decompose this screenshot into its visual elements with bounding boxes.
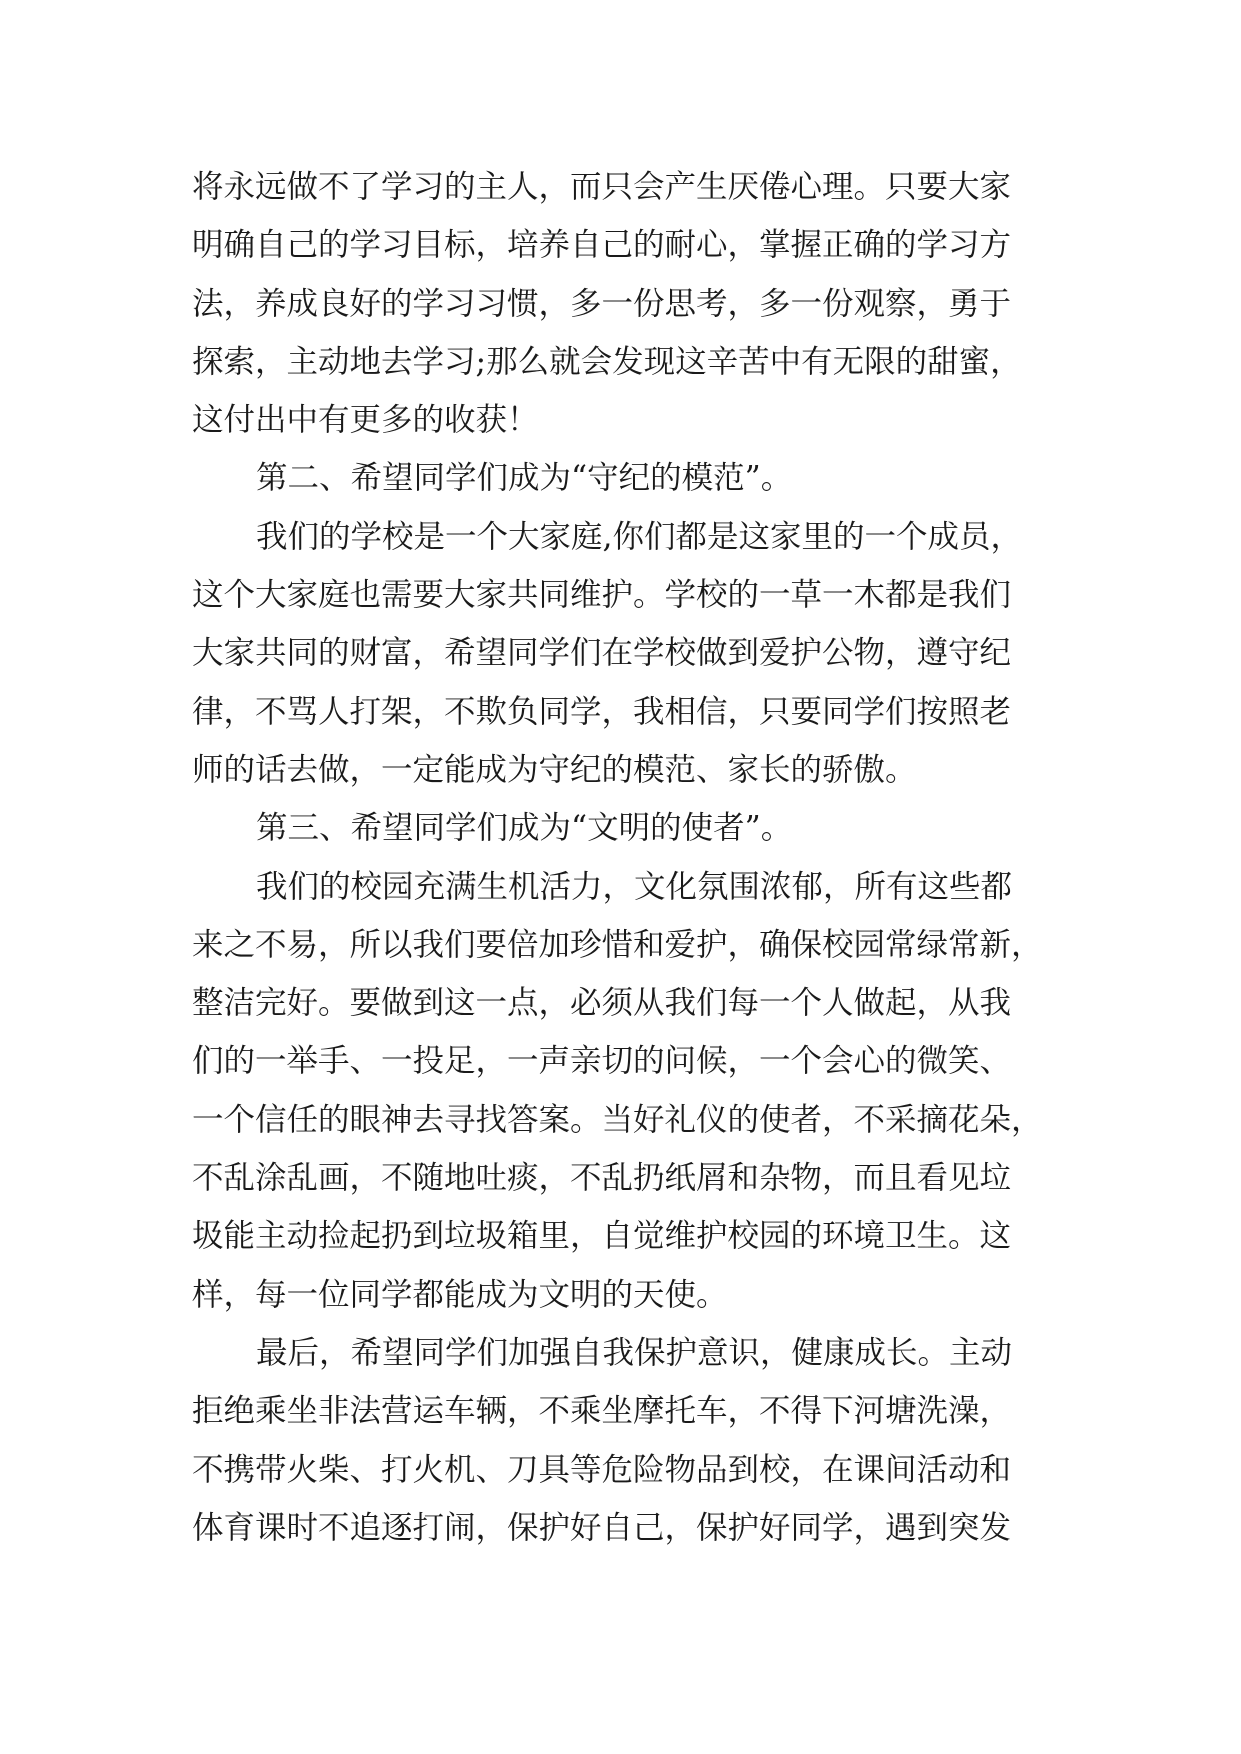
- text-line: 我们的校园充满生机活力，文化氛围浓郁，所有这些都: [256, 868, 1013, 905]
- text-line: 这付出中有更多的收获！: [192, 402, 539, 439]
- text-line: 整洁完好。要做到这一点，必须从我们每一个人做起，从我: [192, 985, 1012, 1022]
- text-line: 我们的学校是一个大家庭,你们都是这家里的一个成员，: [256, 518, 1023, 555]
- text-line: 拒绝乘坐非法营运车辆，不乘坐摩托车，不得下河塘洗澡，: [192, 1393, 1012, 1430]
- document-body: [192, 158, 1052, 1557]
- text-line: 探索，主动地去学习;那么就会发现这辛苦中有无限的甜蜜，: [192, 343, 1022, 380]
- text-line: 圾能主动捡起扔到垃圾箱里，自觉维护校园的环境卫生。这: [192, 1218, 1012, 1255]
- text-line: 样，每一位同学都能成为文明的天使。: [192, 1276, 728, 1313]
- text-line: 律，不骂人打架，不欺负同学，我相信，只要同学们按照老: [192, 693, 1012, 730]
- text-line: 不乱涂乱画，不随地吐痰，不乱扔纸屑和杂物，而且看见垃: [192, 1160, 1012, 1197]
- text-line: 们的一举手、一投足，一声亲切的问候，一个会心的微笑、: [192, 1043, 1012, 1080]
- text-line: 体育课时不追逐打闹，保护好自己，保护好同学，遇到突发: [192, 1509, 1012, 1546]
- text-line: 法，养成良好的学习习惯，多一份思考，多一份观察，勇于: [192, 285, 1012, 322]
- text-line: 将永远做不了学习的主人，而只会产生厌倦心理。只要大家: [192, 169, 1012, 205]
- section-heading: 第三、希望同学们成为“文明的使者”。: [256, 810, 793, 847]
- text-line: 来之不易，所以我们要倍加珍惜和爱护，确保校园常绿常新，: [192, 926, 1043, 963]
- text-line: 最后，希望同学们加强自我保护意识，健康成长。主动: [256, 1334, 1013, 1371]
- section-heading: 第二、希望同学们成为“守纪的模范”。: [256, 460, 793, 497]
- text-line: 不携带火柴、打火机、刀具等危险物品到校，在课间活动和: [192, 1451, 1012, 1488]
- text-line: 大家共同的财富，希望同学们在学校做到爱护公物，遵守纪: [192, 635, 1012, 672]
- text-line: 师的话去做，一定能成为守纪的模范、家长的骄傲。: [192, 751, 917, 788]
- text-line: 一个信任的眼神去寻找答案。当好礼仪的使者，不采摘花朵，: [192, 1101, 1043, 1138]
- text-line: 明确自己的学习目标，培养自己的耐心，掌握正确的学习方: [192, 227, 1012, 264]
- text-line: 这个大家庭也需要大家共同维护。学校的一草一木都是我们: [192, 577, 1012, 614]
